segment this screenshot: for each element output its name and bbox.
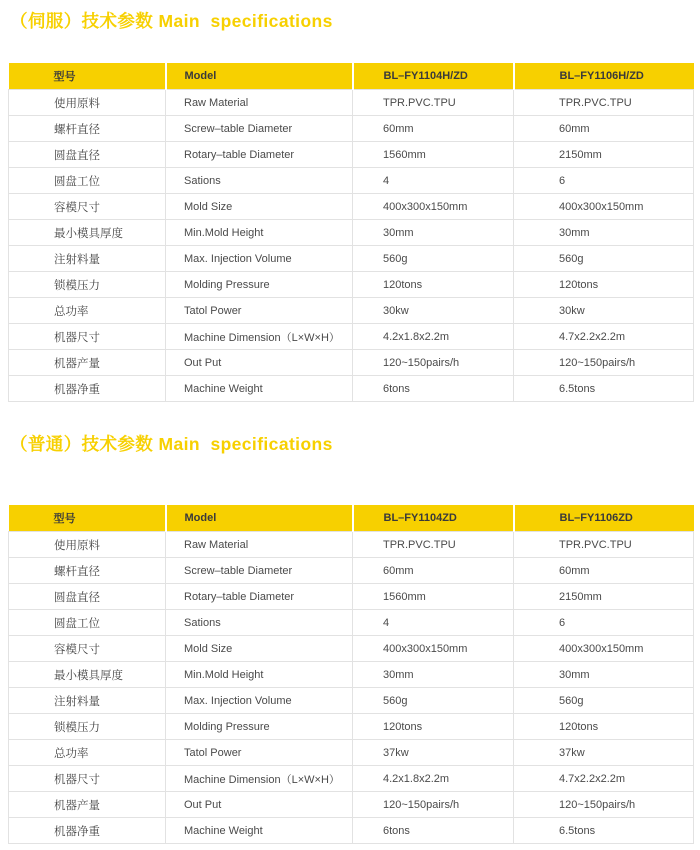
spec-label-cn: 总功率	[9, 740, 166, 766]
spec-label-en: Machine Weight	[166, 818, 353, 844]
spec-value-model2: 2150mm	[514, 142, 694, 168]
spec-label-en: Raw Material	[166, 90, 353, 116]
spec-value-model1: 30mm	[353, 662, 514, 688]
spec-value-model2: 6.5tons	[514, 376, 694, 402]
spec-value-model1: 1560mm	[353, 584, 514, 610]
table-row	[9, 688, 694, 714]
table-row	[9, 324, 694, 350]
standard-spec-table	[8, 505, 694, 844]
spec-value-model2: 120tons	[514, 272, 694, 298]
spec-value-model2: 6.5tons	[514, 818, 694, 844]
table-row	[9, 532, 694, 558]
spec-value-model2: 400x300x150mm	[514, 194, 694, 220]
spec-label-cn: 圆盘工位	[9, 168, 166, 194]
table-row	[9, 246, 694, 272]
spec-value-model2: 4.7x2.2x2.2m	[514, 324, 694, 350]
spec-label-en: Tatol Power	[166, 740, 353, 766]
spec-label-cn: 使用原料	[9, 532, 166, 558]
spec-value-model1: 120~150pairs/h	[353, 792, 514, 818]
spec-label-en: Mold Size	[166, 194, 353, 220]
spec-value-model1: 400x300x150mm	[353, 194, 514, 220]
servo-spec-table	[8, 63, 694, 402]
spec-value-model1: 1560mm	[353, 142, 514, 168]
spec-value-model1: 560g	[353, 688, 514, 714]
table-row	[9, 350, 694, 376]
spec-value-model2: 30mm	[514, 662, 694, 688]
standard-spec-table-body	[9, 532, 694, 844]
spec-value-model1: 4	[353, 168, 514, 194]
standard-section-title: （普通）技术参数 Main specifications	[10, 434, 333, 454]
spec-value-model2: 120~150pairs/h	[514, 792, 694, 818]
spec-value-model2: 6	[514, 610, 694, 636]
spec-label-en: Sations	[166, 168, 353, 194]
spec-value-model1: 120tons	[353, 714, 514, 740]
spec-value-model2: 560g	[514, 246, 694, 272]
table-header-row	[9, 505, 694, 532]
spec-label-en: Sations	[166, 610, 353, 636]
spec-label-cn: 总功率	[9, 298, 166, 324]
table-row	[9, 376, 694, 402]
spec-value-model1: 60mm	[353, 116, 514, 142]
spec-value-model2: 560g	[514, 688, 694, 714]
table-row	[9, 194, 694, 220]
table-row	[9, 662, 694, 688]
spec-label-cn: 使用原料	[9, 90, 166, 116]
spec-label-cn: 机器产量	[9, 792, 166, 818]
spec-label-cn: 注射料量	[9, 246, 166, 272]
spec-label-en: Screw–table Diameter	[166, 558, 353, 584]
spec-value-model1: 4.2x1.8x2.2m	[353, 324, 514, 350]
spec-label-en: Out Put	[166, 350, 353, 376]
spec-label-cn: 锁模压力	[9, 714, 166, 740]
spec-label-cn: 螺杆直径	[9, 116, 166, 142]
spec-label-en: Tatol Power	[166, 298, 353, 324]
spec-value-model1: 4.2x1.8x2.2m	[353, 766, 514, 792]
col-header-model-2: BL–FY1106H/ZD	[514, 63, 694, 90]
spec-value-model2: TPR.PVC.TPU	[514, 90, 694, 116]
spec-value-model1: 400x300x150mm	[353, 636, 514, 662]
spec-label-cn: 容模尺寸	[9, 636, 166, 662]
spec-label-cn: 容模尺寸	[9, 194, 166, 220]
spec-value-model1: 60mm	[353, 558, 514, 584]
spec-value-model1: TPR.PVC.TPU	[353, 532, 514, 558]
col-header-model-en: Model	[166, 63, 353, 90]
spec-label-en: Screw–table Diameter	[166, 116, 353, 142]
table-row	[9, 818, 694, 844]
table-row	[9, 298, 694, 324]
spec-label-en: Out Put	[166, 792, 353, 818]
spec-label-en: Min.Mold Height	[166, 220, 353, 246]
servo-section-title: （伺服）技术参数 Main specifications	[10, 11, 333, 31]
spec-label-cn: 锁模压力	[9, 272, 166, 298]
spec-value-model2: 37kw	[514, 740, 694, 766]
spec-value-model1: TPR.PVC.TPU	[353, 90, 514, 116]
table-row	[9, 636, 694, 662]
spec-label-cn: 圆盘直径	[9, 142, 166, 168]
col-header-model-cn: 型号	[9, 63, 166, 90]
spec-label-cn: 机器产量	[9, 350, 166, 376]
servo-spec-table-body	[9, 90, 694, 402]
spec-label-cn: 圆盘直径	[9, 584, 166, 610]
col-header-model-1: BL–FY1104ZD	[353, 505, 514, 532]
spec-label-en: Molding Pressure	[166, 272, 353, 298]
spec-label-en: Molding Pressure	[166, 714, 353, 740]
spec-value-model1: 30kw	[353, 298, 514, 324]
spec-value-model1: 30mm	[353, 220, 514, 246]
col-header-model-cn: 型号	[9, 505, 166, 532]
spec-value-model1: 560g	[353, 246, 514, 272]
spec-value-model1: 6tons	[353, 376, 514, 402]
spec-label-en: Machine Weight	[166, 376, 353, 402]
spec-value-model2: 30mm	[514, 220, 694, 246]
spec-label-en: Rotary–table Diameter	[166, 142, 353, 168]
spec-label-en: Mold Size	[166, 636, 353, 662]
table-row	[9, 220, 694, 246]
spec-label-cn: 机器净重	[9, 818, 166, 844]
spec-value-model1: 120~150pairs/h	[353, 350, 514, 376]
spec-value-model2: 6	[514, 168, 694, 194]
table-row	[9, 584, 694, 610]
spec-label-cn: 注射料量	[9, 688, 166, 714]
spec-value-model2: 4.7x2.2x2.2m	[514, 766, 694, 792]
table-row	[9, 792, 694, 818]
spec-value-model2: 120tons	[514, 714, 694, 740]
table-header-row	[9, 63, 694, 90]
spec-value-model1: 4	[353, 610, 514, 636]
table-row	[9, 766, 694, 792]
spec-value-model2: 30kw	[514, 298, 694, 324]
table-row	[9, 558, 694, 584]
spec-value-model2: 60mm	[514, 116, 694, 142]
table-row	[9, 714, 694, 740]
spec-value-model1: 120tons	[353, 272, 514, 298]
spec-value-model2: 120~150pairs/h	[514, 350, 694, 376]
spec-label-en: Max. Injection Volume	[166, 246, 353, 272]
spec-label-cn: 螺杆直径	[9, 558, 166, 584]
table-row	[9, 740, 694, 766]
table-row	[9, 142, 694, 168]
spec-label-en: Raw Material	[166, 532, 353, 558]
table-row	[9, 90, 694, 116]
spec-label-cn: 圆盘工位	[9, 610, 166, 636]
spec-value-model2: 2150mm	[514, 584, 694, 610]
spec-label-en: Rotary–table Diameter	[166, 584, 353, 610]
col-header-model-en: Model	[166, 505, 353, 532]
col-header-model-2: BL–FY1106ZD	[514, 505, 694, 532]
spec-label-en: Machine Dimension（L×W×H）	[166, 766, 353, 792]
col-header-model-1: BL–FY1104H/ZD	[353, 63, 514, 90]
spec-label-en: Min.Mold Height	[166, 662, 353, 688]
spec-label-cn: 最小模具厚度	[9, 220, 166, 246]
table-row	[9, 168, 694, 194]
spec-label-cn: 最小模具厚度	[9, 662, 166, 688]
spec-label-cn: 机器净重	[9, 376, 166, 402]
spec-value-model1: 6tons	[353, 818, 514, 844]
table-row	[9, 272, 694, 298]
spec-value-model2: 400x300x150mm	[514, 636, 694, 662]
spec-value-model2: TPR.PVC.TPU	[514, 532, 694, 558]
spec-value-model2: 60mm	[514, 558, 694, 584]
spec-label-cn: 机器尺寸	[9, 766, 166, 792]
spec-label-en: Max. Injection Volume	[166, 688, 353, 714]
table-row	[9, 116, 694, 142]
spec-label-cn: 机器尺寸	[9, 324, 166, 350]
spec-label-en: Machine Dimension（L×W×H）	[166, 324, 353, 350]
spec-value-model1: 37kw	[353, 740, 514, 766]
table-row	[9, 610, 694, 636]
